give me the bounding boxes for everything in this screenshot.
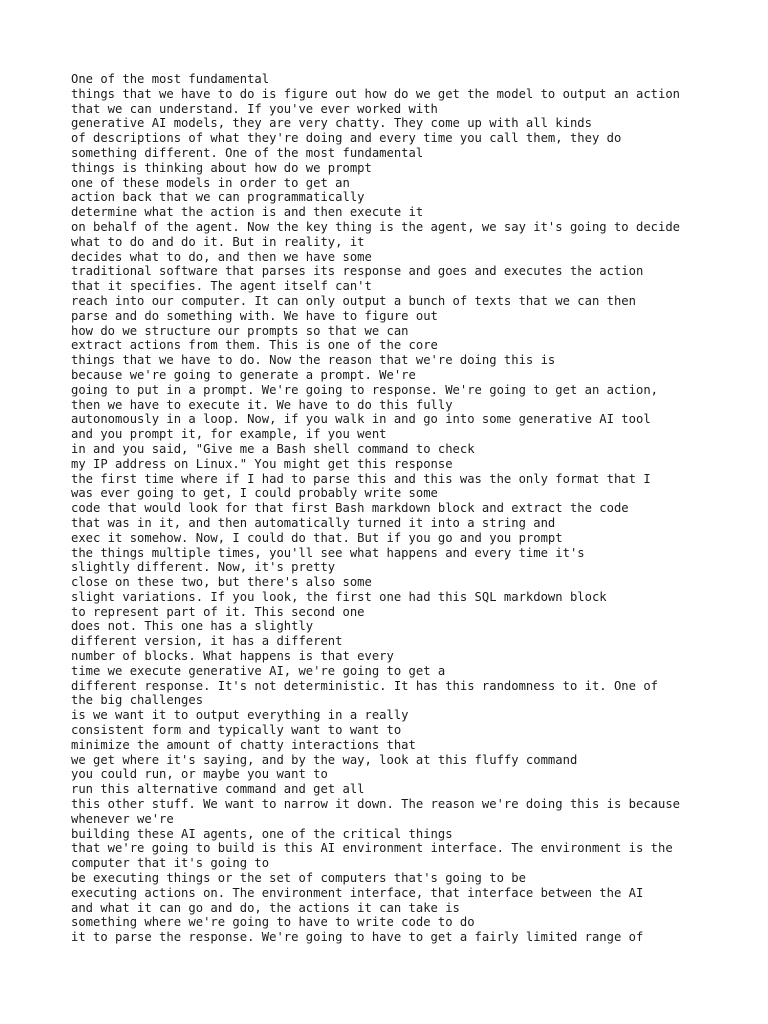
text-line: parse and do something with. We have to figure out [71,308,438,323]
text-line: to represent part of it. This second one [71,604,365,619]
text-line: whenever we're [71,811,174,826]
text-line: different response. It's not deterministic. It has this randomness to it. One of [71,678,658,693]
text-line: of descriptions of what they're doing and every time you call them, they do [71,131,622,146]
text-line: was ever going to get, I could probably write some [71,486,438,501]
text-line: the first time where if I had to parse this and this was the only format that I [71,471,651,486]
text-line: and you prompt it, for example, if you went [71,427,387,442]
text-line: something where we're going to have to write code to do [71,915,475,930]
text-line: autonomously in a loop. Now, if you walk in and go into some generative AI tool [71,412,651,427]
text-line: it to parse the response. We're going to have to get a fairly limited range of [71,930,644,945]
text-line: minimize the amount of chatty interactions that [71,737,416,752]
text-line: and what it can go and do, the actions it can take is [71,900,460,915]
document-page [71,72,711,945]
text-line: we get where it's saying, and by the way, look at this fluffy command [71,752,578,767]
text-line: building these AI agents, one of the critical things [71,826,453,841]
text-line: what to do and do it. But in reality, it [71,234,365,249]
text-line: how do we structure our prompts so that we can [71,323,409,338]
text-line: be executing things or the set of computers that's going to be [71,871,526,886]
text-line: computer that it's going to [71,856,270,871]
text-line: things that we have to do. Now the reason that we're doing this is [71,353,556,368]
text-line: something different. One of the most fundamental [71,145,424,160]
text-line: code that would look for that first Bash markdown block and extract the code [71,501,629,516]
text-line: traditional software that parses its response and goes and executes the action [71,264,644,279]
text-line: one of these models in order to get an [71,175,350,190]
text-line: that was in it, and then automatically turned it into a string and [71,515,556,530]
text-line: things that we have to do is figure out how do we get the model to output an action [71,86,681,101]
text-line: my IP address on Linux." You might get this response [71,456,453,471]
text-line: does not. This one has a slightly [71,619,314,634]
text-line: consistent form and typically want to want to [71,723,402,738]
text-line: action back that we can programmatically [71,190,365,205]
text-line: that we can understand. If you've ever worked with [71,101,438,116]
text-line: reach into our computer. It can only output a bunch of texts that we can then [71,293,636,308]
text-line: slightly different. Now, it's pretty [71,560,336,575]
text-line: this other stuff. We want to narrow it down. The reason we're doing this is because [71,797,681,812]
text-line: in and you said, "Give me a Bash shell command to check [71,441,475,456]
text-line: close on these two, but there's also some [71,575,372,590]
text-line: decides what to do, and then we have some [71,249,372,264]
text-line: extract actions from them. This is one of the core [71,338,438,353]
text-line: slight variations. If you look, the first one had this SQL markdown block [71,589,607,604]
text-line: you could run, or maybe you want to [71,767,328,782]
text-line: run this alternative command and get all [71,782,365,797]
text-line: exec it somehow. Now, I could do that. But if you go and you prompt [71,530,563,545]
text-line: then we have to execute it. We have to do this fully [71,397,453,412]
text-line: number of blocks. What happens is that every [71,649,394,664]
text-line: executing actions on. The environment interface, that interface between the AI [71,885,644,900]
text-line: the big challenges [71,693,204,708]
text-line: determine what the action is and then execute it [71,205,424,220]
text-line: on behalf of the agent. Now the key thing is the agent, we say it's going to decide [71,219,681,234]
text-line: One of the most fundamental [71,72,270,86]
text-line: time we execute generative AI, we're going to get a [71,663,446,678]
text-line: things is thinking about how do we prompt [71,160,372,175]
text-line: generative AI models, they are very chatty. They come up with all kinds [71,116,592,131]
text-line: the things multiple times, you'll see what happens and every time it's [71,545,585,560]
text-line: different version, it has a different [71,634,343,649]
text-line: going to put in a prompt. We're going to response. We're going to get an action, [71,382,658,397]
text-line: is we want it to output everything in a really [71,708,409,723]
text-line: that it specifies. The agent itself can't [71,279,372,294]
text-line: because we're going to generate a prompt. We're [71,367,416,382]
text-line: that we're going to build is this AI environment interface. The environment is the [71,841,673,856]
